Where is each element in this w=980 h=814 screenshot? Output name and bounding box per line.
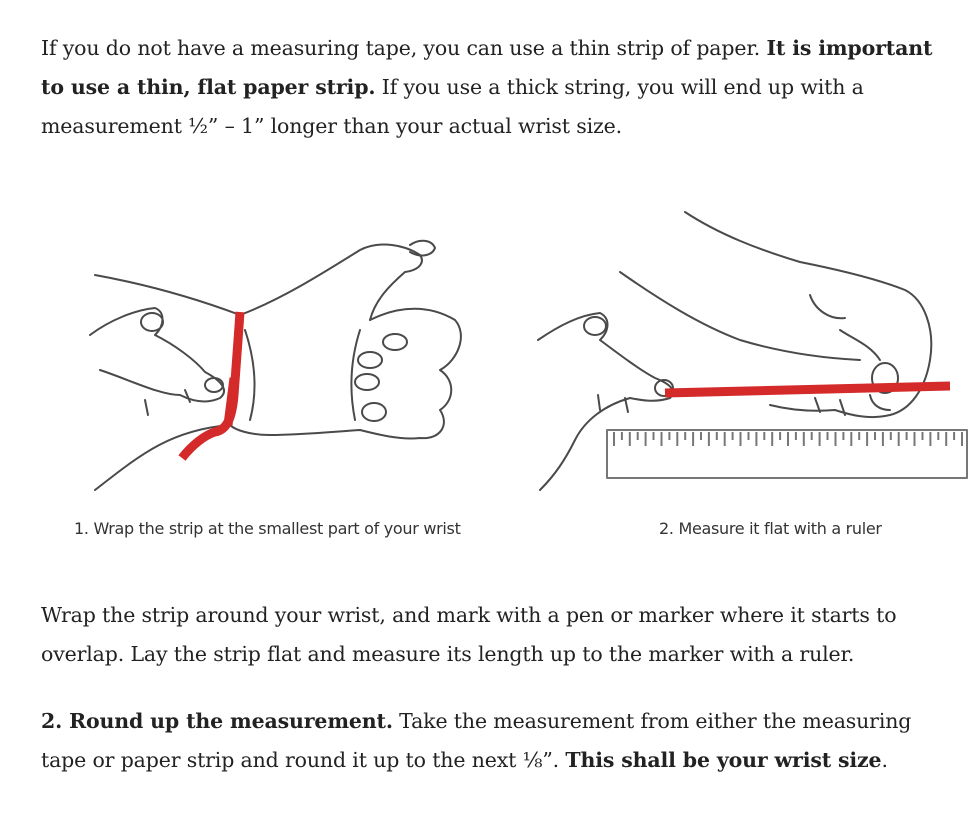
- caption-wrap-strip: 1. Wrap the strip at the smallest part of your wrist: [74, 519, 461, 538]
- step-2-text: Take the measurement from either the measuring tape or paper strip and round it up to the next ⅛”.: [41, 709, 912, 772]
- ruler-hand-drawing: [538, 212, 967, 490]
- wrapped-strip-lower: [228, 378, 234, 425]
- step-2-heading: 2. Round up the measurement.: [41, 709, 393, 733]
- flat-strip: [665, 386, 950, 393]
- intro-emphasis: It is important to use a thin, flat paper strip.: [41, 36, 933, 99]
- intro-sentence-1: If you do not have a measuring tape, you can use a thin strip of paper.: [41, 36, 767, 60]
- intro-sentence-2: If you use a thick string, you will end up with a measurement ½” – 1” longer than your actual wrist size.: [41, 75, 864, 138]
- step-2-paragraph: [41, 702, 946, 780]
- intro-paragraph: [41, 29, 946, 146]
- wrist-fist-drawing: [90, 241, 461, 490]
- wrap-instructions-paragraph: Wrap the strip around your wrist, and mark with a pen or marker where it starts to overlap. Lay the strip flat and measure its length up to the marker with a ruler.: [41, 603, 897, 666]
- caption-measure-ruler: 2. Measure it flat with a ruler: [659, 519, 882, 538]
- wrist-measurement-illustration: [60, 200, 980, 550]
- step-2-emphasis: This shall be your wrist size: [565, 748, 882, 772]
- step-2-end: .: [881, 748, 888, 772]
- ruler-ticks: [614, 432, 962, 446]
